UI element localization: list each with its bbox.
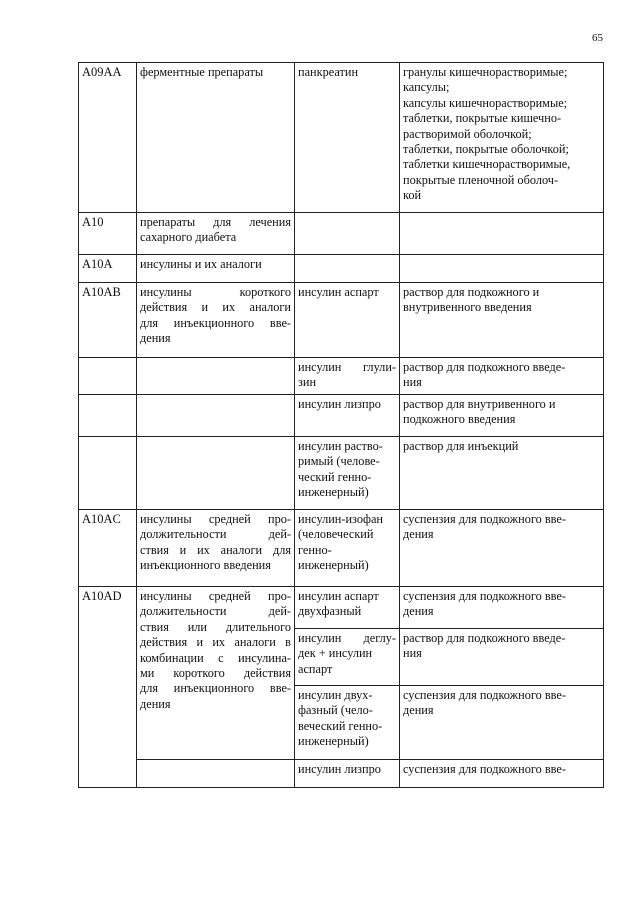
forms-cell: суспензия для подкожного вве- [400,760,604,788]
table-row [79,760,604,788]
atc-code-cell: A10 [79,213,137,255]
drug-cell [295,213,400,255]
drug-cell: инсулин аспарт [295,283,400,358]
atc-code-cell: A10AC [79,510,137,587]
atc-code-cell: A10AB [79,283,137,358]
forms-cell: раствор для подкожного введе- ния [400,358,604,395]
atc-code-cell: A10A [79,255,137,283]
drug-cell: инсулин раство- римый (челове- ческий генно- инженерный) [295,437,400,510]
group-cell: инсулины средней про- должительности дей- ствия или длительного действия и их аналоги в комбинации с инсулина- ми короткого действия для инъекционного вве- дения [137,587,295,760]
drug-table [78,62,604,788]
group-cell [137,395,295,437]
group-cell [137,760,295,788]
group-cell: инсулины и их аналоги [137,255,295,283]
group-cell [137,358,295,395]
group-cell [137,437,295,510]
forms-cell: раствор для внутривенного и подкожного введения [400,395,604,437]
atc-code-cell [79,395,137,437]
drug-cell: панкреатин [295,63,400,213]
table-row [79,213,604,255]
drug-cell: инсулин двух- фазный (чело- веческий генно- инженерный) [295,686,400,760]
forms-cell [400,213,604,255]
forms-cell: суспензия для подкожного вве- дения [400,686,604,760]
group-cell: инсулины короткого действия и их аналоги для инъекционного вве- дения [137,283,295,358]
drug-cell: инсулин лизпро [295,760,400,788]
group-cell: ферментные препараты [137,63,295,213]
drug-cell: инсулин лизпро [295,395,400,437]
table-row [79,395,604,437]
group-cell: инсулины средней про- должительности дей- ствия и их аналоги для инъекционного введения [137,510,295,587]
drug-cell: инсулин глули- зин [295,358,400,395]
drug-cell [295,255,400,283]
atc-code-cell: A09AA [79,63,137,213]
table-row [79,587,604,629]
forms-cell: гранулы кишечнорастворимые; капсулы; капсулы кишечнорастворимые; таблетки, покрытые кишечно- растворимой оболочкой; таблетки, покрытые оболочкой; таблетки кишечнорастворимые, покрытые пленочной оболоч- кой [400,63,604,213]
table-row [79,255,604,283]
atc-code-cell [79,437,137,510]
group-cell: препараты для лечения сахарного диабета [137,213,295,255]
atc-code-cell: A10AD [79,587,137,788]
drug-cell: инсулин-изофан (человеческий генно- инженерный) [295,510,400,587]
forms-cell: раствор для подкожного введе- ния [400,629,604,686]
forms-cell: раствор для подкожного и внутривенного введения [400,283,604,358]
table-row [79,63,604,213]
drug-cell: инсулин аспарт двухфазный [295,587,400,629]
forms-cell: суспензия для подкожного вве- дения [400,510,604,587]
table-row [79,510,604,587]
drug-cell: инсулин деглу- дек + инсулин аспарт [295,629,400,686]
forms-cell: раствор для инъекций [400,437,604,510]
page-number: 65 [592,32,603,44]
table-row [79,437,604,510]
table-row [79,283,604,358]
forms-cell [400,255,604,283]
atc-code-cell [79,358,137,395]
table-row [79,358,604,395]
forms-cell: суспензия для подкожного вве- дения [400,587,604,629]
